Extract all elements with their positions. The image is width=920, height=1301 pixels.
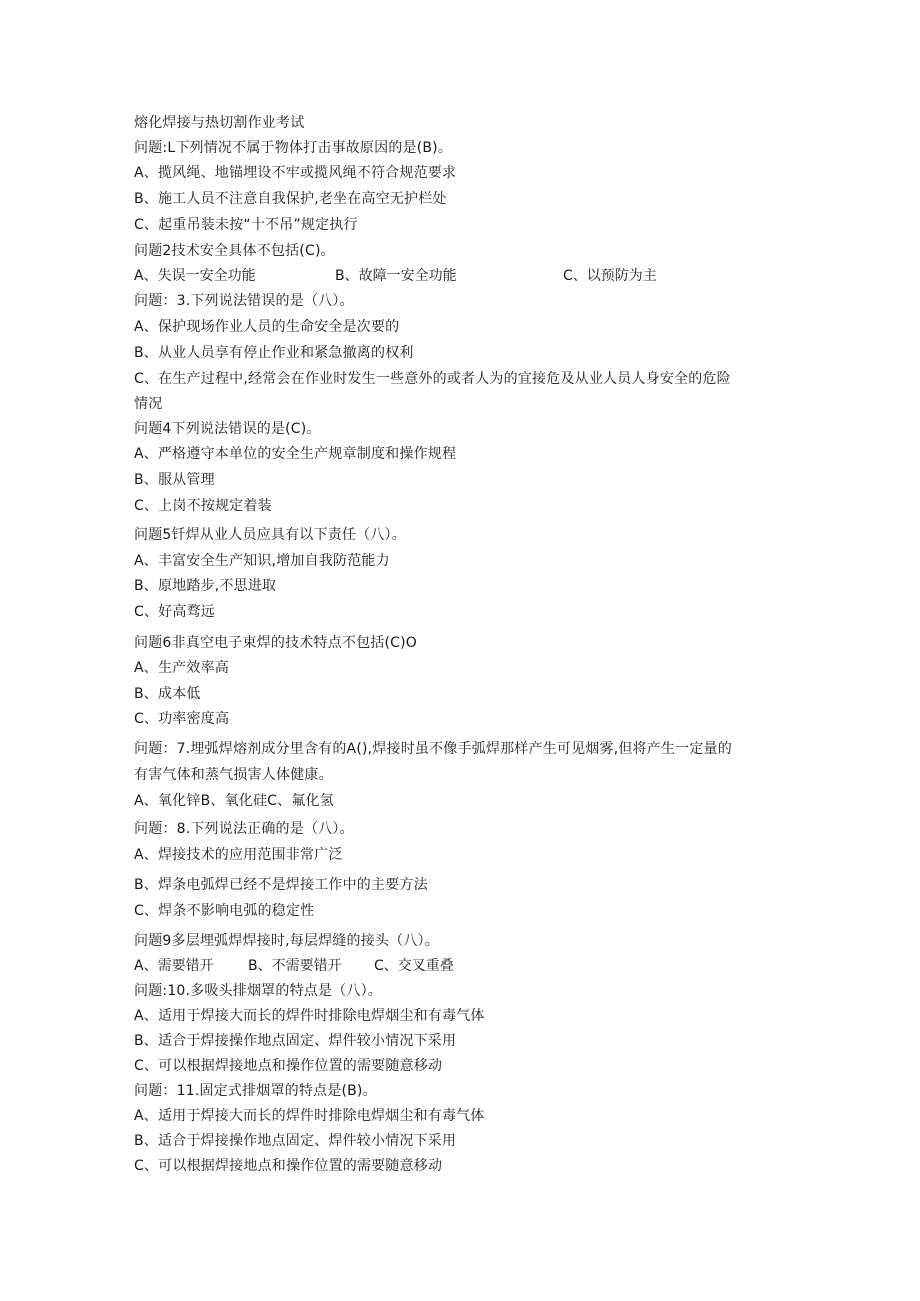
question-11-option-c: C、可以根据焊接地点和操作位置的需要随意移动 — [134, 1158, 443, 1174]
question-1-option-b: B、施工人员不注意自我保护,老坐在高空无护栏处 — [134, 191, 447, 207]
question-4-option-a: A、严格遵守本单位的安全生产规章制度和操作规程 — [134, 446, 457, 462]
question-10-option-a: A、适用于焊接大而长的焊件时排除电焊烟尘和有毒气体 — [134, 1008, 485, 1024]
question-1-stem: 问题:L下列情况不属于物体打击事故原因的是(B)。 — [134, 140, 453, 156]
question-10-stem: 问题:10.多吸头排烟罩的特点是（八）。 — [134, 983, 382, 999]
question-9-option-a: A、需要错开 — [134, 958, 214, 974]
question-7-options: A、氧化锌B、氧化硅C、氟化氢 — [134, 793, 334, 809]
question-4-stem: 问题4下列说法错误的是(C)。 — [134, 421, 321, 437]
question-2-option-c: C、以预防为主 — [563, 268, 657, 284]
question-10-option-b: B、适合于焊接操作地点固定、焊件较小情况下采用 — [134, 1033, 457, 1049]
question-2-option-a: A、失误一安全功能 — [134, 268, 256, 284]
question-1-option-c: C、起重吊装未按“十不吊”规定执行 — [134, 217, 358, 233]
question-6-option-a: A、生产效率高 — [134, 660, 229, 676]
question-6-option-c: C、功率密度高 — [134, 711, 230, 727]
question-9-option-c: C、交叉重叠 — [374, 958, 454, 974]
question-4-option-b: B、服从管理 — [134, 472, 215, 488]
question-11-option-b: B、适合于焊接操作地点固定、焊件较小情况下采用 — [134, 1133, 457, 1149]
question-8-option-b: B、焊条电弧焊已经不是焊接工作中的主要方法 — [134, 877, 428, 893]
question-8-option-c: C、焊条不影响电弧的稳定性 — [134, 903, 315, 919]
question-9-option-b: B、不需要错开 — [248, 958, 342, 974]
question-11-stem: 问题：11.固定式排烟罩的特点是(B)。 — [134, 1083, 377, 1099]
question-6-option-b: B、成本低 — [134, 686, 201, 702]
question-11-option-a: A、适用于焊接大而长的焊件时排除电焊烟尘和有毒气体 — [134, 1108, 485, 1124]
question-7-stem: 问题：7.埋弧焊熔剂成分里含有的A(),焊接时虽不像手弧焊那样产生可见烟雾,但将产生一定量的 — [134, 741, 732, 757]
question-5-option-c: C、好高骛远 — [134, 604, 215, 620]
question-3-stem: 问题：3.下列说法错误的是（八）。 — [134, 293, 354, 309]
question-7-stem-continued: 有害气体和蒸气损害人体健康。 — [134, 767, 333, 783]
question-9-stem: 问题9多层埋弧焊焊接时,每层焊缝的接头（八）。 — [134, 933, 439, 949]
question-5-option-a: A、丰富安全生产知识,增加自我防范能力 — [134, 553, 390, 569]
question-3-option-b: B、从业人员享有停止作业和紧急撤离的权利 — [134, 345, 414, 361]
question-3-option-c-continued: 情况 — [134, 396, 163, 412]
question-3-option-a: A、保护现场作业人员的生命安全是次要的 — [134, 319, 400, 335]
question-5-stem: 问题5钎焊从业人员应具有以下责任（八）。 — [134, 527, 406, 543]
question-5-option-b: B、原地踏步,不思进取 — [134, 578, 277, 594]
question-8-stem: 问题：8.下列说法正确的是（八）。 — [134, 821, 354, 837]
question-10-option-c: C、可以根据焊接地点和操作位置的需要随意移动 — [134, 1058, 443, 1074]
document-title: 熔化焊接与热切割作业考试 — [134, 115, 305, 131]
question-3-option-c: C、在生产过程中,经常会在作业时发生一些意外的或者人为的宜接危及从业人员人身安全的危险 — [134, 371, 731, 387]
question-8-option-a: A、焊接技术的应用范围非常广泛 — [134, 847, 343, 863]
question-2-stem: 问题2技术安全具体不包括(C)。 — [134, 243, 335, 259]
question-6-stem: 问题6非真空电子束焊的技术特点不包括(C)O — [134, 635, 418, 651]
question-2-option-b: B、故障一安全功能 — [335, 268, 457, 284]
question-4-option-c: C、上岗不按规定着装 — [134, 498, 272, 514]
question-1-option-a: A、揽风绳、地锚埋设不牢或揽风绳不符合规范要求 — [134, 165, 457, 181]
